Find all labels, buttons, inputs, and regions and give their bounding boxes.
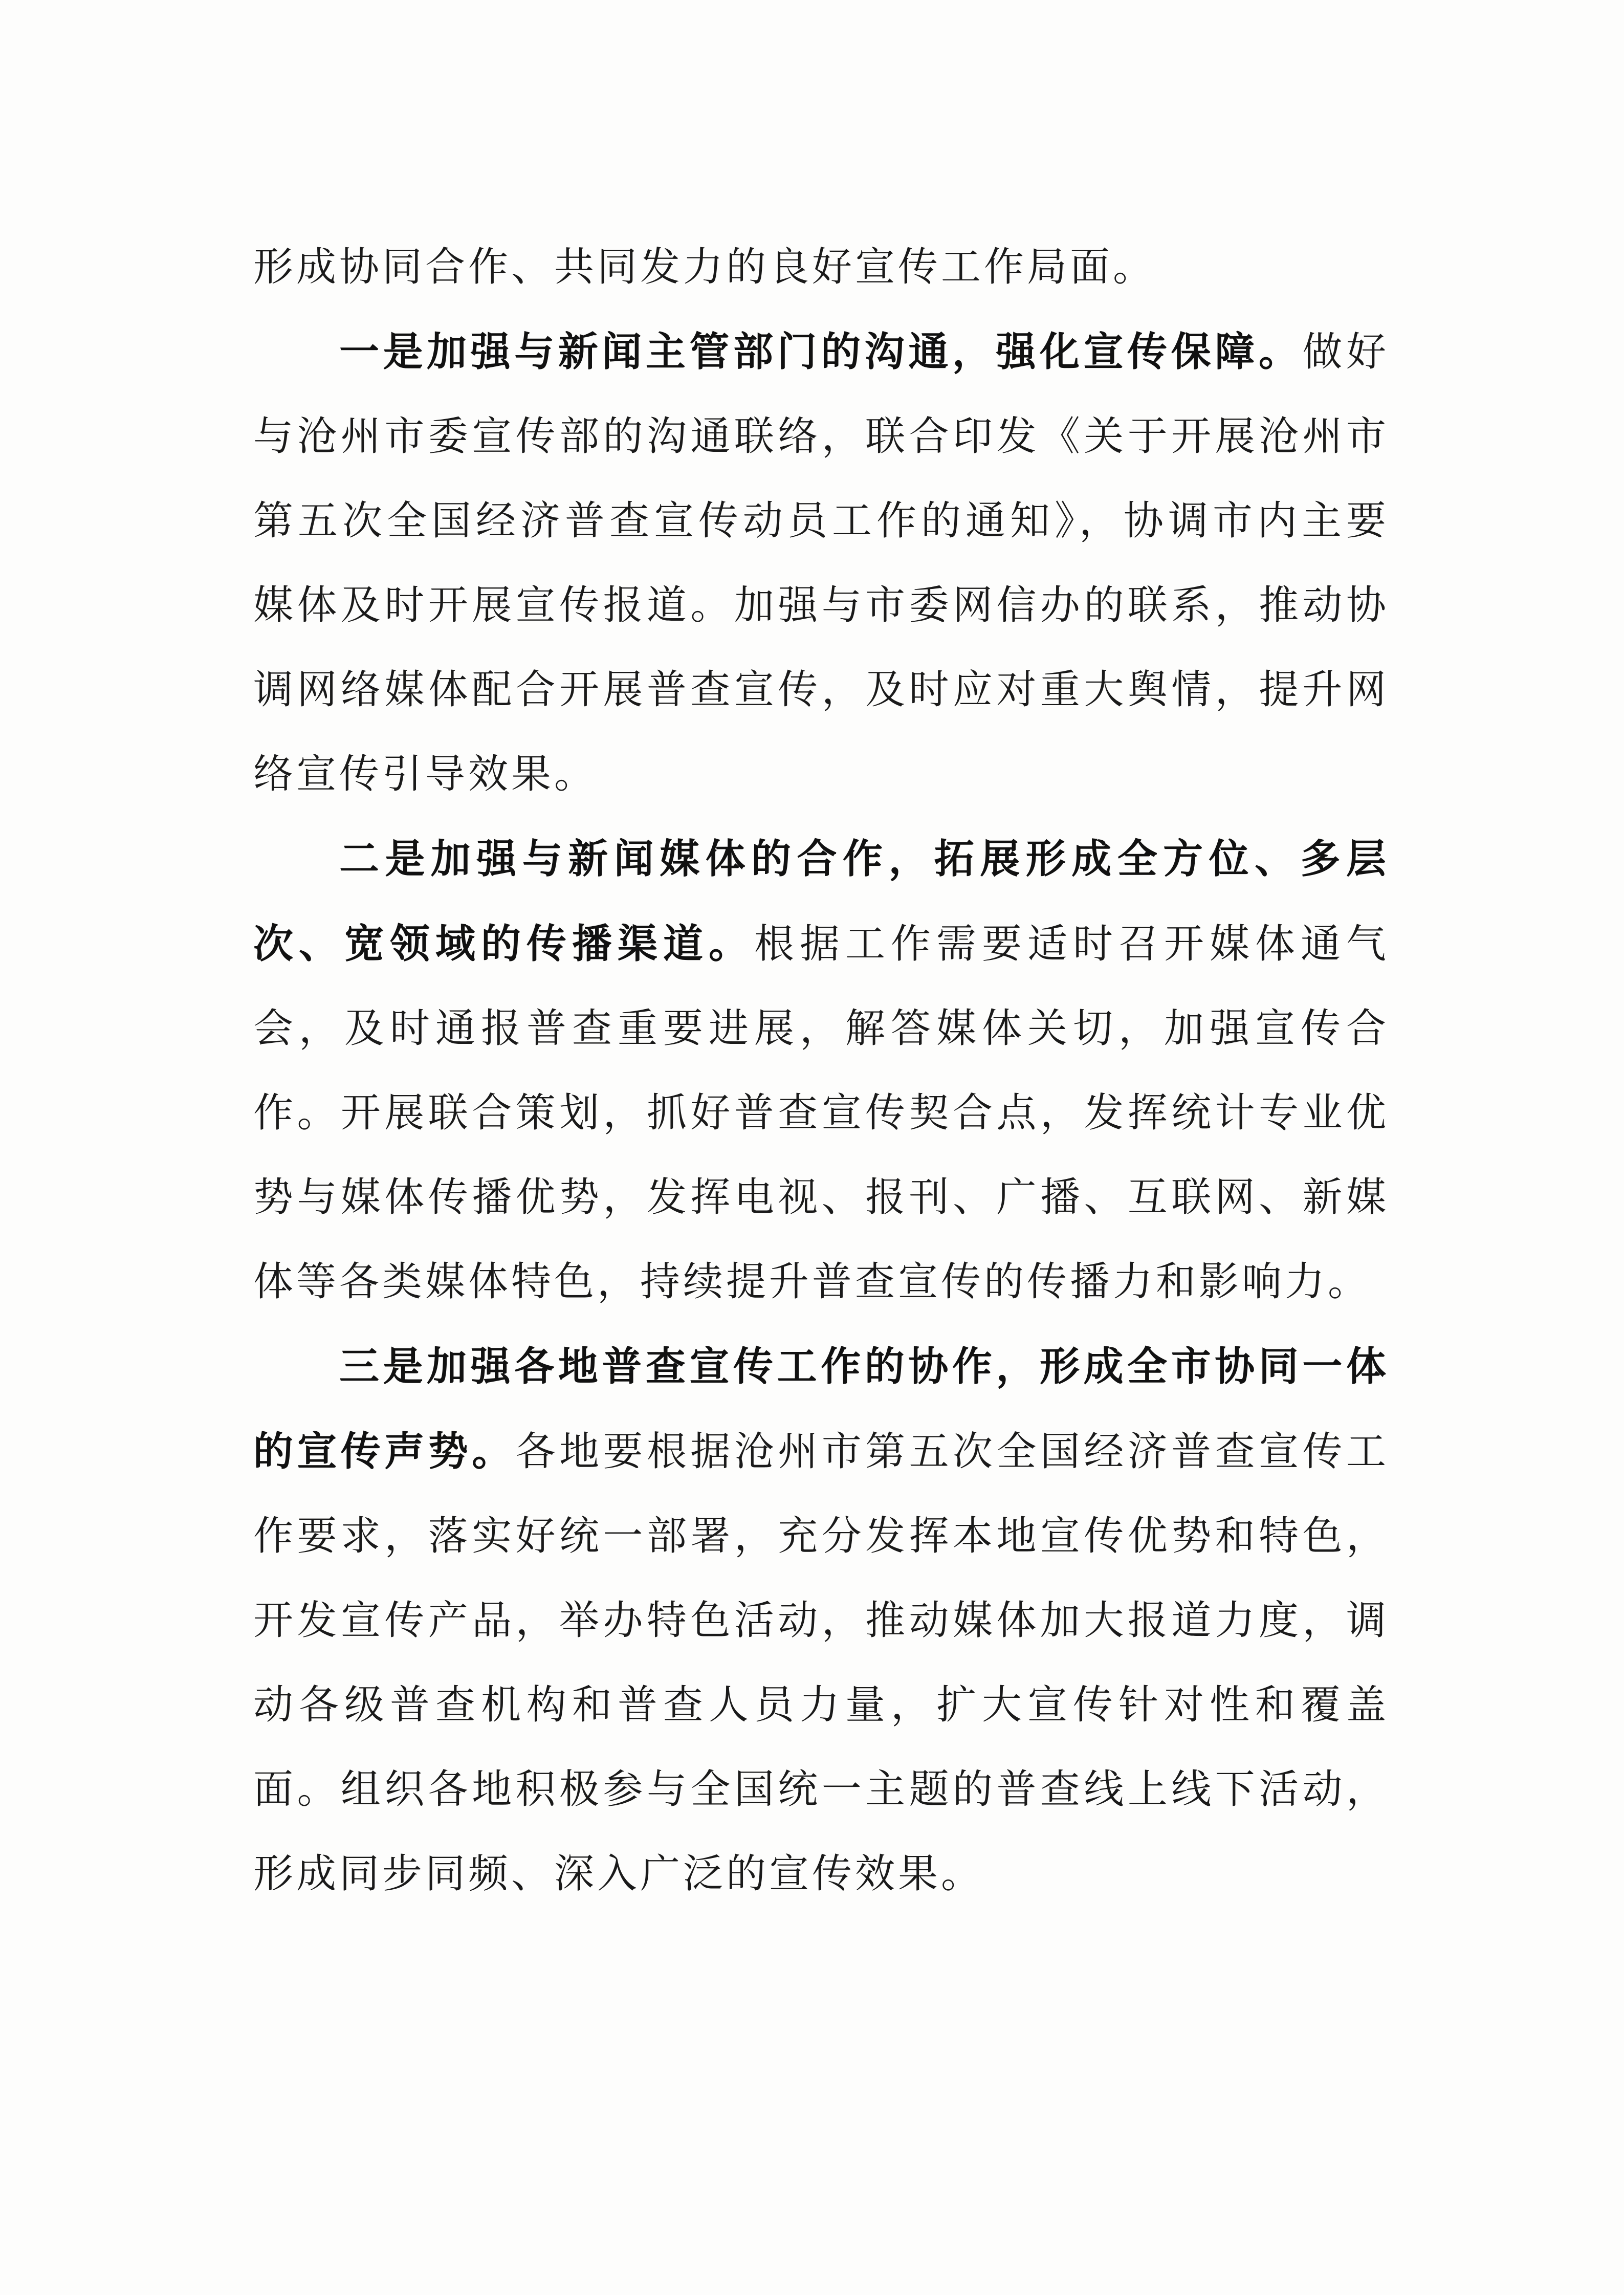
paragraph-text: 做好与沧州市委宣传部的沟通联络，联合印发《关于开展沧州市第五次全国经济普查宣传动员工作的通知》，协调市内主要媒体及时开展宣传报道。加强与市委网信办的联系，推动协调网络媒体配合开展普查宣传，及时应对重大舆情，提升网络宣传引导效果。 — [253, 329, 1389, 797]
paragraph-text: 形成协同合作、共同发力的良好宣传工作局面。 — [253, 244, 1156, 290]
paragraph-text: 根据工作需要适时召开媒体通气会，及时通报普查重要进展，解答媒体关切，加强宣传合作。开展联合策划，抓好普查宣传契合点，发挥统计专业优势与媒体传播优势，发挥电视、报刊、广播、互联网、新媒体等各类媒体特色，持续提升普查宣传的传播力和影响力。 — [253, 921, 1389, 1305]
paragraph-continuation — [253, 225, 1389, 310]
paragraph-heading: 二是加强与新闻媒体的合作，拓展形成全方位、多层次、宽领域的传播渠道。 — [253, 836, 1389, 967]
paragraph-item-three — [253, 1324, 1389, 1916]
paragraph-heading: 三是加强各地普查宣传工作的协作，形成全市协同一体的宣传声势。 — [253, 1343, 1389, 1475]
paragraph-item-two — [253, 817, 1389, 1324]
document-body — [253, 225, 1389, 1916]
paragraph-heading: 一是加强与新闻主管部门的沟通，强化宣传保障。 — [339, 329, 1303, 375]
paragraph-item-one — [253, 310, 1389, 817]
paragraph-text: 各地要根据沧州市第五次全国经济普查宣传工作要求，落实好统一部署，充分发挥本地宣传优势和特色，开发宣传产品，举办特色活动，推动媒体加大报道力度，调动各级普查机构和普查人员力量，扩大宣传针对性和覆盖面。组织各地积极参与全国统一主题的普查线上线下活动，形成同步同频、深入广泛的宣传效果。 — [253, 1429, 1389, 1897]
